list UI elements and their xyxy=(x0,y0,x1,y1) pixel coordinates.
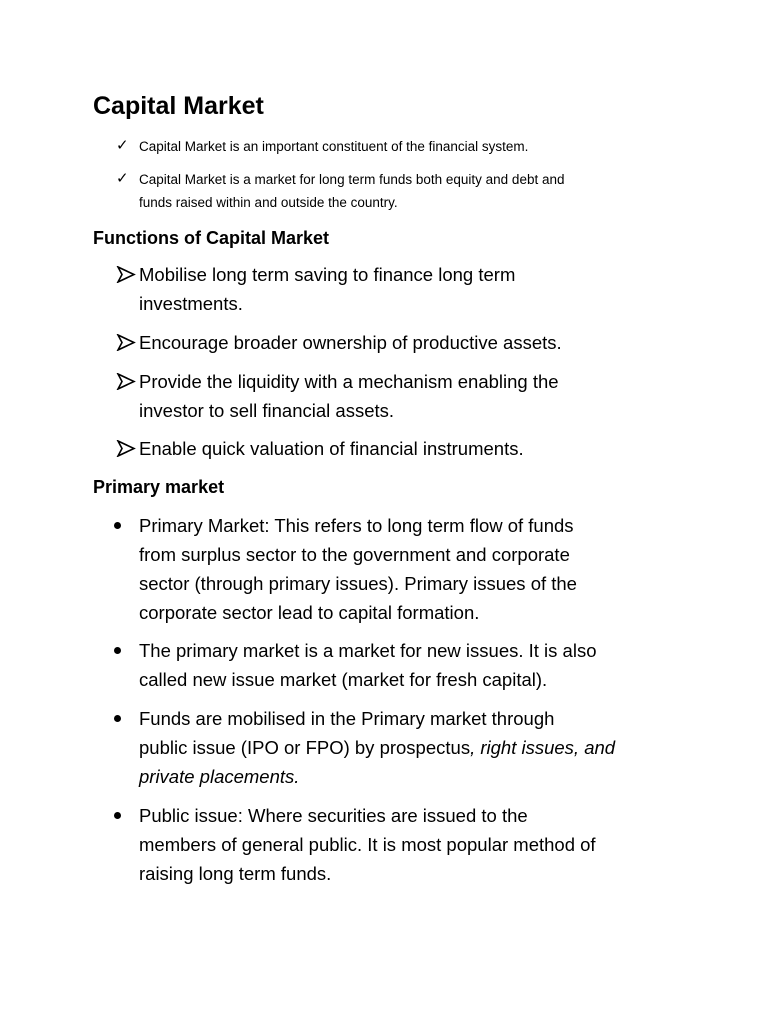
primary-item-1-line-3: sector (through primary issues). Primary issues of the xyxy=(139,573,577,594)
bullet-dot-icon xyxy=(114,522,121,529)
primary-item-3-line-2-italic: , right issues, and xyxy=(470,737,616,758)
bullet-dot-icon xyxy=(114,812,121,819)
intro-point-2-line-2: funds raised within and outside the country. xyxy=(139,195,398,210)
primary-item-1-line-1: Primary Market: This refers to long term flow of funds xyxy=(139,515,574,536)
function-item-2-line-1: Encourage broader ownership of productive assets. xyxy=(139,332,562,353)
primary-item-4-line-3: raising long term funds. xyxy=(139,863,332,884)
arrow-bullet-icon xyxy=(116,266,136,283)
arrow-bullet-icon xyxy=(116,373,136,390)
arrow-bullet-icon xyxy=(116,334,136,351)
function-item-1-line-2: investments. xyxy=(139,293,243,314)
primary-item-3-line-3: private placements. xyxy=(139,766,300,787)
primary-item-4-line-1: Public issue: Where securities are issued to the xyxy=(139,805,528,826)
primary-item-3-line-1: Funds are mobilised in the Primary market through xyxy=(139,708,555,729)
primary-item-4-line-2: members of general public. It is most popular method of xyxy=(139,834,596,855)
arrow-bullet-icon xyxy=(116,440,136,457)
primary-item-1-line-4: corporate sector lead to capital formation. xyxy=(139,602,480,623)
primary-item-2-line-1: The primary market is a market for new issues. It is also xyxy=(139,640,597,661)
function-item-4-line-1: Enable quick valuation of financial instruments. xyxy=(139,438,524,459)
intro-point-1-line: Capital Market is an important constituent of the financial system. xyxy=(139,139,529,154)
primary-item-1-line-2: from surplus sector to the government and corporate xyxy=(139,544,570,565)
primary-heading: Primary market xyxy=(93,477,225,497)
bullet-dot-icon xyxy=(114,715,121,722)
function-item-1-line-1: Mobilise long term saving to finance long term xyxy=(139,264,516,285)
primary-item-3-line-2 xyxy=(139,733,615,762)
checkmark-icon: ✓ xyxy=(116,170,129,187)
functions-heading: Functions of Capital Market xyxy=(93,228,330,248)
checkmark-icon: ✓ xyxy=(116,137,129,154)
function-item-3-line-1: Provide the liquidity with a mechanism enabling the xyxy=(139,371,559,392)
page-title: Capital Market xyxy=(93,92,264,120)
bullet-dot-icon xyxy=(114,647,121,654)
intro-point-2-line-1: Capital Market is a market for long term funds both equity and debt and xyxy=(139,172,565,187)
primary-item-2-line-2: called new issue market (market for fresh capital). xyxy=(139,669,548,690)
function-item-3-line-2: investor to sell financial assets. xyxy=(139,400,395,421)
primary-item-3-line-2-plain: public issue (IPO or FPO) by prospectus xyxy=(139,737,471,758)
